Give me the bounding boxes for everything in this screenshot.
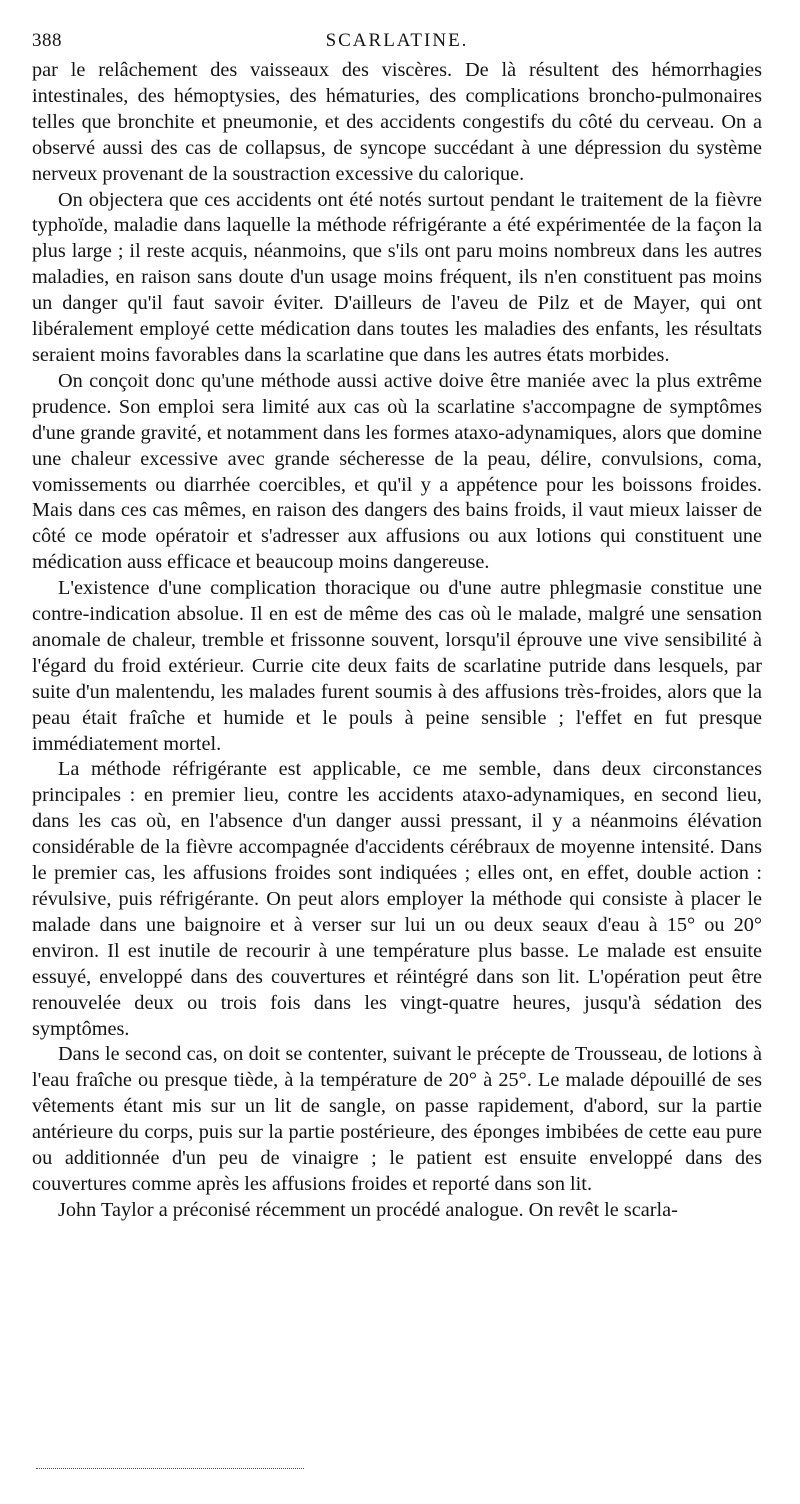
paragraph-4: L'existence d'une complication thoracique ou d'une autre phlegmasie constitue une contre-indication absolue. Il en est de même des cas où le malade, malgré une sensation anomale de chaleur, tremble et frissonne souvent, lorsqu'il éprouve une vive sensibilité à l'égard du froid extérieur. Currie cite deux faits de scarlatine putride dans lesquels, par suite d'un malentendu, les malades furent soumis à des affusions très-froides, alors que la peau était fraîche et humide et le pouls à peine sensible ; l'effet en fut presque immédiatement mortel.: [32, 577, 762, 755]
page-header: [32, 26, 762, 58]
page-number: 388: [32, 30, 62, 51]
paragraph-5: La méthode réfrigérante est applicable, ce me semble, dans deux circonstances principales : en premier lieu, contre les accidents ataxo-adynamiques, en second lieu, dans les cas où, en l'absence d'un danger aussi pressant, il y a néanmoins élévation considérable de la fièvre accompagnée d'accidents cérébraux de moyenne intensité. Dans le premier cas, les affusions froides sont indiquées ; elles ont, en effet, double action : révulsive, puis réfrigérante. On peut alors employer la méthode qui consiste à placer le malade dans une baignoire et à verser sur lui un ou deux seaux d'eau à 15° ou 20° environ. Il est inutile de recourir à une température plus basse. Le malade est ensuite essuyé, enveloppé dans des couvertures et réintégré dans son lit. L'opération peut être renouvelée deux ou trois fois dans les vingt-quatre heures, jusqu'à sédation des symptômes.: [32, 758, 762, 1040]
book-page: [32, 26, 762, 1224]
paragraph-2: On objectera que ces accidents ont été notés surtout pendant le traitement de la fièvre typhoïde, maladie dans laquelle la méthode réfrigérante a été expérimentée de la façon la plus large ; il reste acquis, néanmoins, que s'ils ont paru moins nombreux dans les autres maladies, en raison sans doute d'un usage moins fréquent, ils n'en constituent pas moins un danger qu'il faut savoir éviter. D'ailleurs de l'aveu de Pilz et de Mayer, qui ont libéralement employé cette médication dans toutes les maladies des enfants, les résultats seraient moins favorables dans la scarlatine que dans les autres états morbides.: [32, 188, 762, 366]
paragraph-6: Dans le second cas, on doit se contenter, suivant le précepte de Trousseau, de lotions à l'eau fraîche ou presque tiède, à la température de 20° à 25°. Le malade dépouillé de ses vêtements étant mis sur un lit de sangle, on passe rapidement, d'abord, sur la partie antérieure du corps, puis sur la partie postérieure, des éponges imbibées de cette eau pure ou additionnée d'un peu de vinaigre ; le patient est ensuite enveloppé dans des couvertures comme après les affusions froides et reporté dans son lit.: [32, 1043, 762, 1195]
body-text: [32, 58, 762, 1224]
footer-rule: [36, 1468, 304, 1469]
running-title: SCARLATINE.: [325, 30, 469, 51]
paragraph-7: John Taylor a préconisé récemment un procédé analogue. On revêt le scarla-: [58, 1198, 678, 1221]
paragraph-1: par le relâchement des vaisseaux des viscères. De là résultent des hémorrhagies intestinales, des hémoptysies, des hématuries, des complications broncho-pulmonaires telles que bronchite et pneumonie, et des accidents congestifs du côté du cerveau. On a observé aussi des cas de collapsus, de syncope succédant à une dépression du système nerveux provenant de la soustraction excessive du calorique.: [32, 59, 762, 185]
paragraph-3: On conçoit donc qu'une méthode aussi active doive être maniée avec la plus extrême prudence. Son emploi sera limité aux cas où la scarlatine s'accompagne de symptômes d'une grande gravité, et notamment dans les formes ataxo-adynamiques, alors que domine une chaleur excessive avec grande sécheresse de la peau, délire, convulsions, coma, vomissements ou diarrhée coercibles, et qu'il y a appétence pour les boissons froides. Mais dans ces cas mêmes, en raison des dangers des bains froids, il vaut mieux laisser de côté ce mode opératoir et s'adresser aux affusions ou aux lotions qui constituent une médication auss efficace et beaucoup moins dangereuse.: [32, 369, 762, 574]
